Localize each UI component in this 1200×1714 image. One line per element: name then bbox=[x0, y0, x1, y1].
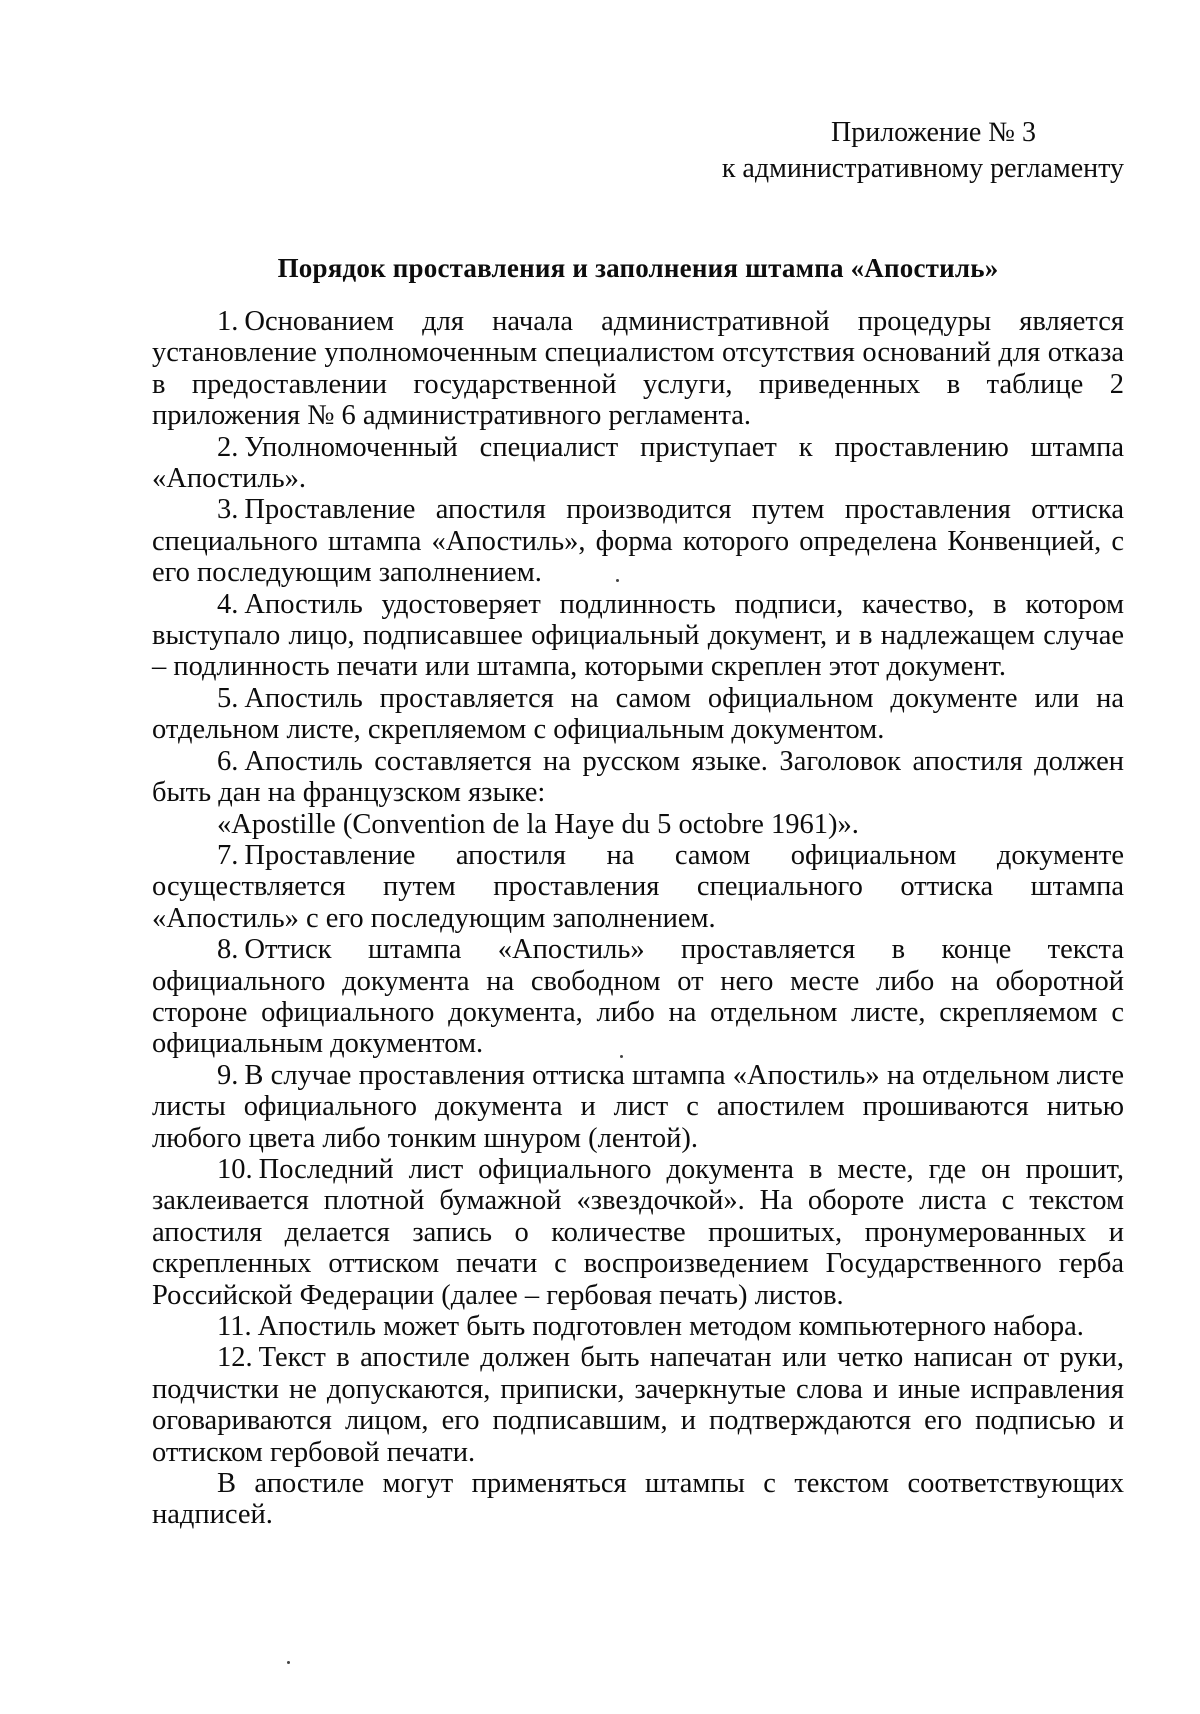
numbered-paragraph bbox=[152, 1342, 1124, 1468]
paragraph-text: Проставление апостиля на самом официальном документе осуществляется путем проставления специального оттиска штампа «Апостиль» с его последующим заполнением. bbox=[152, 839, 1124, 934]
numbered-paragraph bbox=[152, 746, 1124, 809]
paragraph-text: Апостиль проставляется на самом официальном документе или на отдельном листе, скрепляемом с официальным документом. bbox=[152, 682, 1124, 746]
scan-speck bbox=[616, 579, 619, 582]
paragraph-text: Проставление апостиля производится путем проставления оттиска специального штампа «Апостиль», форма которого определена Конвенцией, с его последующим заполнением. bbox=[152, 494, 1124, 589]
paragraph-number: 1. bbox=[217, 306, 239, 337]
paragraph-number: 2. bbox=[217, 431, 239, 463]
document-body bbox=[152, 306, 1124, 1531]
appendix-reference: к административному регламенту bbox=[721, 153, 1124, 184]
paragraph-number: 7. bbox=[217, 839, 239, 871]
quote-text: «Apostille (Convention de la Haye du 5 octobre 1961)». bbox=[217, 808, 859, 840]
paragraph-number: 10. bbox=[217, 1153, 253, 1185]
numbered-paragraph bbox=[152, 683, 1124, 746]
paragraph-number: 12. bbox=[217, 1342, 253, 1374]
numbered-paragraph bbox=[152, 1154, 1124, 1311]
paragraph-number: 3. bbox=[217, 494, 239, 526]
numbered-paragraph bbox=[152, 1468, 1124, 1531]
paragraph-text: Апостиль составляется на русском языке. Заголовок апостиля должен быть дан на французском языке: bbox=[152, 745, 1124, 809]
paragraph-number: 5. bbox=[217, 682, 239, 714]
paragraph-number: 9. bbox=[217, 1059, 239, 1091]
scan-speck bbox=[620, 1055, 623, 1058]
scan-speck bbox=[287, 1661, 290, 1664]
numbered-paragraph bbox=[152, 840, 1124, 934]
french-title-quote bbox=[152, 809, 1124, 840]
numbered-paragraph bbox=[152, 1311, 1124, 1342]
paragraph-text: В апостиле могут применяться штампы с текстом соответствующих надписей. bbox=[152, 1468, 1124, 1531]
numbered-paragraph bbox=[152, 494, 1124, 588]
appendix-number: Приложение № 3 bbox=[831, 117, 1036, 148]
paragraph-text: Последний лист официального документа в месте, где он прошит, заклеивается плотной бумажной «звездочкой». На обороте листа с текстом апостиля делается запись о количестве прошитых, пронумерованных и скрепленных оттиском печати с воспроизведением Государственного герба Российской Федерации (далее – гербовая печать) листов. bbox=[152, 1153, 1124, 1311]
paragraph-text: Апостиль удостоверяет подлинность подписи, качество, в котором выступало лицо, подписавшее официальный документ, и в надлежащем случае – подлинность печати или штампа, которыми скреплен этот документ. bbox=[152, 588, 1124, 683]
numbered-paragraph bbox=[152, 1060, 1124, 1154]
numbered-paragraph bbox=[152, 589, 1124, 683]
paragraph-number: 8. bbox=[217, 934, 239, 966]
numbered-paragraph bbox=[152, 306, 1124, 432]
paragraph-text: Текст в апостиле должен быть напечатан или четко написан от руки, подчистки не допускаются, приписки, зачеркнутые слова и иные исправления оговариваются лицом, его подписавшим, и подтверждаются его подписью и оттиском гербовой печати. bbox=[152, 1342, 1124, 1468]
paragraph-number: 4. bbox=[217, 588, 239, 620]
appendix-header bbox=[152, 115, 1124, 187]
paragraph-number: 6. bbox=[217, 745, 239, 777]
paragraph-text: Основанием для начала административной процедуры является установление уполномоченным специалистом отсутствия оснований для отказа в предоставлении государственной услуги, приведенных в таблице 2 приложения № 6 административного регламента. bbox=[152, 306, 1124, 432]
numbered-paragraph bbox=[152, 934, 1124, 1060]
paragraph-text: Апостиль может быть подготовлен методом компьютерного набора. bbox=[257, 1311, 1084, 1342]
paragraph-text: Уполномоченный специалист приступает к проставлению штампа «Апостиль». bbox=[152, 431, 1124, 495]
numbered-paragraph bbox=[152, 432, 1124, 495]
document-title: Порядок проставления и заполнения штампа «Апостиль» bbox=[277, 253, 999, 283]
paragraph-number: 11. bbox=[217, 1311, 252, 1342]
paragraph-text: Оттиск штампа «Апостиль» проставляется в конце текста официального документа на свободном от него месте либо на оборотной стороне официального документа, либо на отдельном листе, скрепляемом с официальным документом. bbox=[152, 934, 1124, 1060]
paragraph-text: В случае проставления оттиска штампа «Апостиль» на отдельном листе листы официального документа и лист с апостилем прошиваются нитью любого цвета либо тонким шнуром (лентой). bbox=[152, 1059, 1124, 1154]
